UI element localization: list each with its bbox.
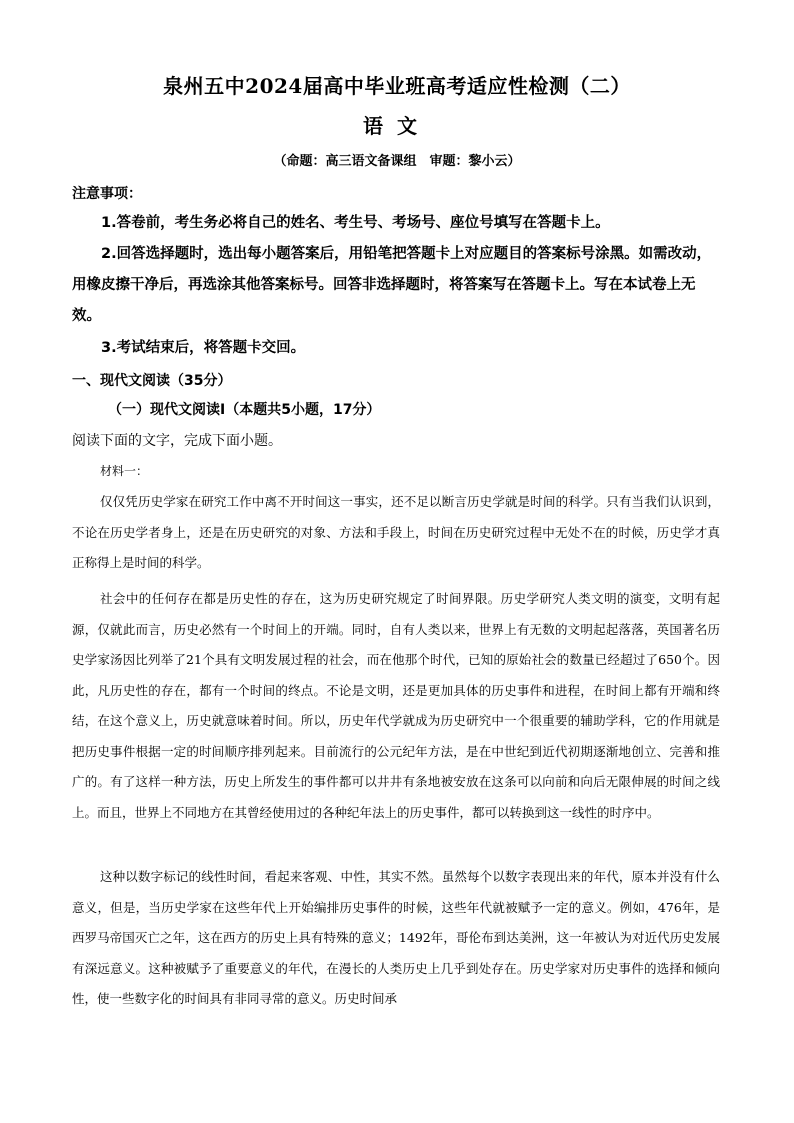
exam-title: 泉州五中2024届高中毕业班高考适应性检测（二） (163, 74, 631, 98)
section-heading: 一、现代文阅读（35分） (72, 373, 232, 389)
subject-title: 语文 (363, 114, 431, 138)
material-label: 材料一： (100, 464, 149, 478)
notice-item-2: 2.回答选择题时，选出每小题答案后，用铅笔把答题卡上对应题目的答案标号涂黑。如需改动，用橡皮擦干净后，再选涂其他答案标号。回答非选择题时，将答案写在答题卡上。写在本试卷上无效。 (72, 246, 712, 324)
notice-item-1: 1.答卷前，考生务必将自己的姓名、考生号、考场号、座位号填写在答题卡上。 (101, 215, 610, 231)
passage-paragraph-1: 仅仅凭历史学家在研究工作中离不开时间这一事实，还不足以断言历史学就是时间的科学。只有当我们认识到，不论在历史学者身上，还是在历史研究的对象、方法和手段上，时间在历史研究过程中无处不在的时候，历史学才真正称得上是时间的科学。 (72, 494, 720, 570)
passage-paragraph-2: 社会中的任何存在都是历史性的存在，这为历史研究规定了时间界限。历史学研究人类文明的演变，文明有起源，仅就此而言，历史必然有一个时间上的开端。同时，自有人类以来，世界上有无数的文明起起落落，英国著名历史学家汤因比列举了21个具有文明发展过程的社会，而在他那个时代，已知的原始社会的数量已经超过了650个。因此，凡历史性的存在，都有一个时间的终点。不论是文明，还是更加具体的历史事件和进程，在时间上都有开端和终结，在这个意义上，历史就意味着时间。所以，历史年代学就成为历史研究中一个很重要的辅助学科，它的作用就是把历史事件根据一定的时间顺序排列起来。目前流行的公元纪年方法，是在中世纪到近代初期逐渐地创立、完善和推广的。有了这样一种方法，历史上所发生的事件都可以井井有条地被安放在这条可以向前和向后无限伸展的时间之线上。而且，世界上不同地方在其曾经使用过的各种纪年法上的历史事件，都可以转换到这一线性的时序中。 (72, 591, 720, 820)
notice-item-3: 3.考试结束后，将答题卡交回。 (101, 340, 306, 356)
notice-heading: 注意事项： (72, 186, 142, 202)
subsection-heading: （一）现代文阅读Ⅰ（本题共5小题，17分） (108, 402, 381, 418)
reading-instruction: 阅读下面的文字，完成下面小题。 (72, 433, 282, 449)
passage-paragraph-3: 这种以数字标记的线性时间，看起来客观、中性，其实不然。虽然每个以数字表现出来的年代，原本并没有什么意义，但是，当历史学家在这些年代上开始编排历史事件的时候，这些年代就被赋予一定的意义。例如，476年，是西罗马帝国灭亡之年，这在西方的历史上具有特殊的意义；1492年，哥伦布到达美洲，这一年被认为对近代历史发展有深远意义。这种被赋予了重要意义的年代，在漫长的人类历史上几乎到处存在。历史学家对历史事件的选择和倾向性，使一些数字化的时间具有非同寻常的意义。历史时间承 (72, 869, 720, 1006)
authors-line: （命题：高三语文备课组 审题：黎小云） (273, 154, 521, 169)
